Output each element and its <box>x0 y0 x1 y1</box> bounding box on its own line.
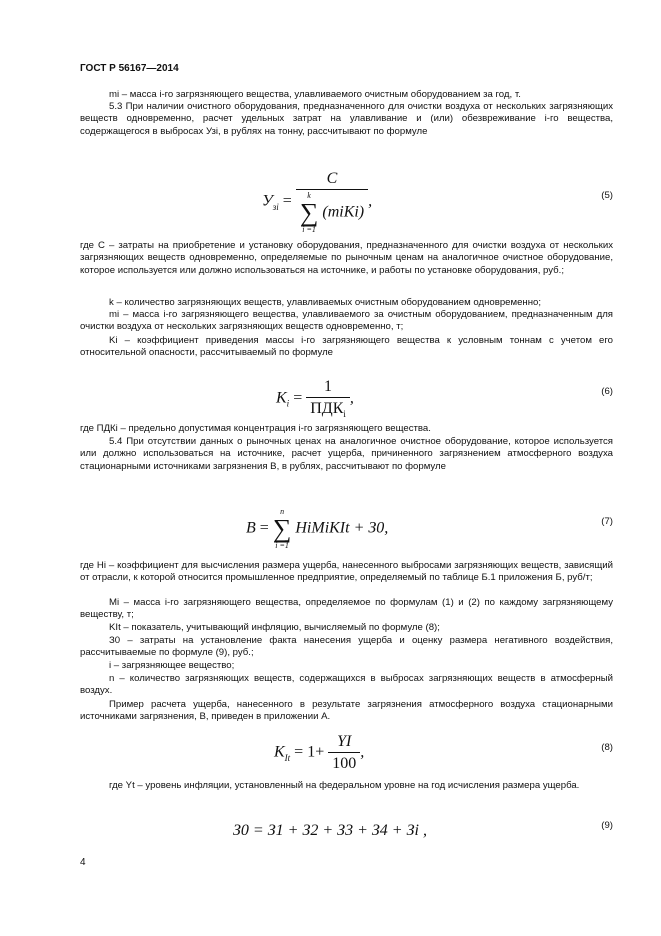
paragraph-text: где ПДКi – предельно допустимая концентрация i-го загрязняющего вещества. <box>80 423 431 434</box>
equation-number-9: (9) <box>601 820 613 831</box>
paragraph-text: где Yt – уровень инфляции, установленный на федеральном уровне на год исчисления размера ущерба. <box>109 780 580 791</box>
paragraph-text: 5.3 При наличии очистного оборудования, предназначенного для очистки воздуха от нескольких загрязняющих веществ одновременно, расчет удельных затрат на улавливание и (или) обезвреживание i-го вещества, содержащегося в выбросах Узi, в рублях на тонну, рассчитывают по формуле <box>80 101 613 137</box>
formula-6 <box>276 378 354 419</box>
paragraph-yt <box>80 780 613 792</box>
paragraph-ki <box>80 335 613 360</box>
paragraph-5-4 <box>80 436 613 473</box>
sum-lower-limit: i =1 <box>302 225 316 234</box>
document-header: ГОСТ Р 56167—2014 <box>80 63 179 74</box>
formula-lhs: K <box>276 389 287 407</box>
paragraph-text: Пример расчета ущерба, нанесенного в результате загрязнения атмосферного воздуха стационарными источниками загрязнения, В, приведен в приложении А. <box>80 699 613 723</box>
paragraph-text: где Hi – коэффициент для высчисления размера ущерба, нанесенного выбросами загрязняющих веществ, зависящий от отрасли, к которой относится промышленное предприятие, определяемый по таблице Б.1 приложения Б, руб/т; <box>80 560 613 584</box>
paragraph-text: i – загрязняющее вещество; <box>109 660 235 671</box>
formula-denominator-expr: ПДК <box>310 400 344 417</box>
formula-denominator: 100 <box>332 755 357 772</box>
formula-lhs: K <box>274 743 285 761</box>
formula-tail: , <box>349 389 354 407</box>
sum-upper-limit: n <box>280 507 285 516</box>
paragraph-pdk <box>80 423 613 435</box>
formula-denominator <box>296 190 368 234</box>
paragraph-hi <box>80 560 613 585</box>
paragraph-text: k – количество загрязняющих веществ, улавливаемых очистным оборудованием одновременно; <box>109 297 542 308</box>
paragraph-text: Ki – коэффициент приведения массы i-го загрязняющего вещества к условным тоннам с учетом его относительной опасности, рассчитываемый по формуле <box>80 335 613 359</box>
paragraph-text: n – количество загрязняющих веществ, содержащихся в выбросах загрязняющих веществ в атмосферный воздух. <box>80 673 613 697</box>
formula-lhs: B <box>246 519 256 537</box>
formula-one-plus: 1+ <box>307 743 325 761</box>
sum-symbol: n ∑ i =1 <box>272 507 292 550</box>
paragraph-text: Mi – масса i-го загрязняющего вещества, определяемое по формулам (1) и (2) по каждому загрязняющему веществу, т; <box>80 597 613 621</box>
formula-equals: = <box>259 519 269 537</box>
paragraph-example <box>80 699 613 724</box>
sum-lower-limit: i =1 <box>275 541 289 550</box>
paragraph-text: mi – масса i-го загрязняющего вещества, улавливаемого за очистным оборудованием, предназначенным для очистки воздуха от нескольких загрязняющих веществ одновременно, т; <box>80 309 613 333</box>
formula-denominator <box>306 398 350 419</box>
paragraph-where-c <box>80 240 613 277</box>
formula-numerator: 1 <box>306 378 350 398</box>
formula-equals: = <box>293 389 303 407</box>
paragraph-Mi <box>80 597 613 622</box>
paragraph-text: mi – масса i-го загрязняющего вещества, улавливаемого очистным оборудованием за год, т. <box>109 89 521 100</box>
formula-9: З0 = З1 + З2 + З3 + З4 + Зi , <box>233 822 427 839</box>
paragraph-text: 5.4 При отсутствии данных о рыночных ценах на аналогичное очистное оборудование, которое используется или должно использоваться на источнике, расчет ущерба, причиненного загрязнением атмосферного воздуха стационарными источниками загрязнения В, в рублях, рассчитывают по формуле <box>80 436 613 472</box>
paragraph-text: KIt – показатель, учитывающий инфляцию, вычисляемый по формуле (8); <box>109 622 440 633</box>
paragraph-5-3 <box>80 101 613 138</box>
formula-fraction <box>296 170 368 234</box>
formula-5 <box>262 170 372 234</box>
formula-lhs: У <box>262 192 273 210</box>
formula-lhs-sub: It <box>284 752 291 763</box>
paragraph-text: где С – затраты на приобретение и установку оборудования, предназначенного для очистки воздуха от нескольких загрязняющих веществ одновременно, определяемые по рыночным ценам на аналогичное очистное оборудование, которое используется или должно использоваться на источнике, и работы по установке оборудования, руб.; <box>80 240 613 276</box>
sum-symbol: k ∑ i =1 <box>299 191 319 234</box>
formula-8 <box>274 733 364 773</box>
paragraph-i <box>80 660 613 672</box>
paragraph-mi <box>80 309 613 334</box>
paragraph-z0 <box>80 635 613 660</box>
formula-tail: , <box>368 192 373 210</box>
formula-fraction <box>328 733 360 773</box>
formula-lhs-sub: зi <box>272 201 279 212</box>
formula-tail: , <box>360 743 365 761</box>
paragraph-n <box>80 673 613 698</box>
formula-7 <box>246 508 388 550</box>
paragraph-text: З0 – затраты на установление факта нанесения ущерба и оценку размера негативного воздействия, рассчитываемые по формуле (9), руб.; <box>80 635 613 659</box>
formula-denominator-expr: (miKi) <box>322 203 365 221</box>
formula-tail: , <box>384 519 389 537</box>
equation-number-6: (6) <box>601 386 613 397</box>
formula-denominator-sub: i <box>343 409 346 420</box>
equation-number-8: (8) <box>601 742 613 753</box>
formula-lhs-sub: i <box>286 398 290 409</box>
formula-equals: = <box>282 192 292 210</box>
formula-numerator: C <box>296 170 368 190</box>
formula-numerator: YI <box>328 733 360 753</box>
formula-body: HiMiKIt + З0 <box>295 519 385 537</box>
page-number: 4 <box>80 857 86 868</box>
paragraph-mi-mass <box>80 89 613 101</box>
paragraph-k <box>80 297 613 309</box>
paragraph-kit <box>80 622 613 634</box>
formula-fraction <box>306 378 350 419</box>
sum-upper-limit: k <box>307 191 311 200</box>
equation-number-7: (7) <box>601 516 613 527</box>
equation-number-5: (5) <box>601 190 613 201</box>
formula-equals: = <box>294 743 304 761</box>
